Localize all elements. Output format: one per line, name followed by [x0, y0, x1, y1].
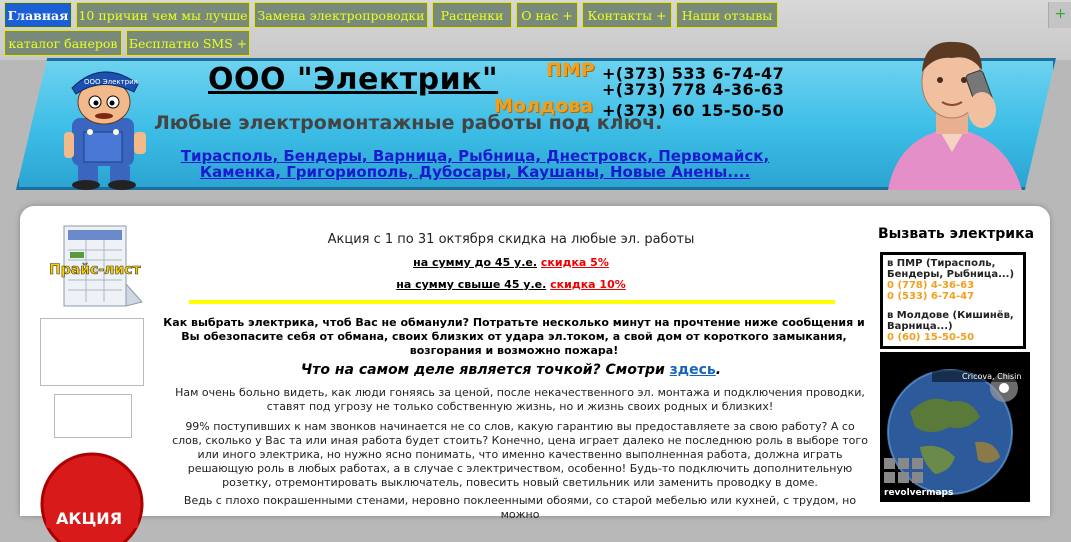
question-heading: [180, 362, 842, 378]
cities-line-2: Каменка, Григориополь, Дубосары, Каушаны, Новые Анены....: [199, 163, 751, 181]
nav-prices[interactable]: Расценки: [432, 2, 512, 28]
revolvermaps-label: revolvermaps: [884, 488, 954, 498]
promo-line-1: [180, 256, 842, 269]
akcia-label: АКЦИЯ: [56, 509, 123, 528]
call-electrician-title: Вызвать электрика: [877, 226, 1035, 242]
globe-caption: Cricova, Chisin: [962, 372, 1022, 381]
phone-pmr-1[interactable]: +(373) 533 6-74-47: [602, 64, 785, 83]
nav-reviews[interactable]: Наши отзывы: [676, 2, 778, 28]
akcia-badge-image[interactable]: [40, 452, 144, 542]
promo-line-1-text: на сумму до 45 у.е.: [413, 256, 538, 269]
content-panel: [20, 206, 1050, 528]
site-title[interactable]: ООО "Электрик": [208, 62, 499, 97]
question-text: Что на самом деле является точкой? Смотри: [300, 362, 665, 378]
nav-wiring-replacement[interactable]: Замена электропроводки: [254, 2, 428, 28]
paragraph-3: Ведь с плохо покрашенными стенами, неровно поклеенными обоями, со старой мебелью или кухней, с трудом, но можно: [183, 494, 857, 521]
region-pmr-label: ПМР: [546, 59, 595, 81]
warning-text: Как выбрать электрика, чтоб Вас не обманули? Потратьте несколько минут на прочтение ниже сообщения и Вы обезопасите себя от обмана, своих близких от удара эл.током, а свой дом от короткого замыкания, возгорания и возможно пожара!: [163, 316, 865, 357]
broken-image-placeholder-2: [54, 394, 132, 438]
question-period: .: [715, 362, 722, 378]
paragraph-1: Нам очень больно видеть, как люди гоняясь за ценой, после некачественного эл. монтажа и подключения проводки, ставят под угрозу не только собственную жизнь, но и жизнь своих родных и близких!: [175, 386, 865, 413]
promo-line-2-text: на сумму свыше 45 у.е.: [396, 278, 547, 291]
nav-contacts[interactable]: Контакты +: [582, 2, 672, 28]
phone-moldova[interactable]: +(373) 60 15-50-50: [602, 101, 785, 120]
slogan: Любые электромонтажные работы под ключ.: [154, 112, 663, 134]
region-moldova-label: Молдова: [494, 95, 594, 117]
globe-image: [880, 352, 1030, 502]
pmr-label: в ПМР (Тирасполь, Бендеры, Рыбница...): [887, 258, 1015, 280]
plus-icon[interactable]: +: [1048, 2, 1071, 28]
nav-free-sms[interactable]: Бесплатно SMS +: [126, 30, 250, 56]
promo-line-1-discount: скидка 5%: [540, 256, 609, 269]
promo-title: Акция с 1 по 31 октября скидка на любые эл. работы: [327, 232, 695, 247]
promo-line-2-discount: скидка 10%: [550, 278, 626, 291]
phone-pmr-2[interactable]: +(373) 778 4-36-63: [602, 80, 785, 99]
moldova-label: в Молдове (Кишинёв, Варница...): [887, 310, 1014, 332]
visitor-globe-widget[interactable]: [880, 352, 1030, 502]
header-banner: [16, 58, 1056, 190]
here-link[interactable]: здесь: [669, 362, 716, 378]
nav-banner-catalog[interactable]: каталог банеров: [4, 30, 122, 56]
price-list-label: Прайс-лист: [49, 262, 141, 278]
man-with-phone-image: [878, 24, 1028, 190]
paragraph-2: 99% поступивших к нам звонков начинается не со слов, какую гарантию вы предоставляете за свою работу? А со слов, сколько у Вас та или иная работа будет стоить? Конечно, цена играет далеко не последнюю роль в выборе того или иного электрика, но нужно ясно понимать, что именно качественно выполненная работа, должна играть решающую роль в любых работах, а в случае с электричеством, особенно! Будь-то подключить дополнительную розетку, отремонтировать выключатель, повесить новый светильник или заменить проводку в доме.: [172, 420, 868, 489]
electrician-mascot-image: [62, 62, 154, 190]
promo-line-2: [180, 278, 842, 291]
nav-10-reasons[interactable]: 10 причин чем мы лучше: [76, 2, 250, 28]
pmr-phone-2[interactable]: 0 (533) 6-74-47: [887, 291, 975, 302]
broken-image-placeholder-1: [40, 318, 144, 386]
cities-line-1: Тирасполь, Бендеры, Варница, Рыбница, Днестровск, Первомайск,: [180, 147, 770, 165]
yellow-divider: [189, 300, 835, 304]
price-list-icon[interactable]: [46, 224, 146, 310]
pmr-phone-1[interactable]: 0 (778) 4-36-63: [887, 280, 975, 291]
call-contacts-box: [880, 252, 1026, 349]
mascot-cap-text: ООО Электрик: [84, 78, 138, 86]
right-sidebar: [876, 226, 1036, 498]
moldova-phone[interactable]: 0 (60) 15-50-50: [887, 332, 975, 343]
nav-about[interactable]: О нас +: [516, 2, 578, 28]
cities-link[interactable]: [180, 148, 770, 180]
nav-home[interactable]: Главная: [4, 2, 72, 28]
